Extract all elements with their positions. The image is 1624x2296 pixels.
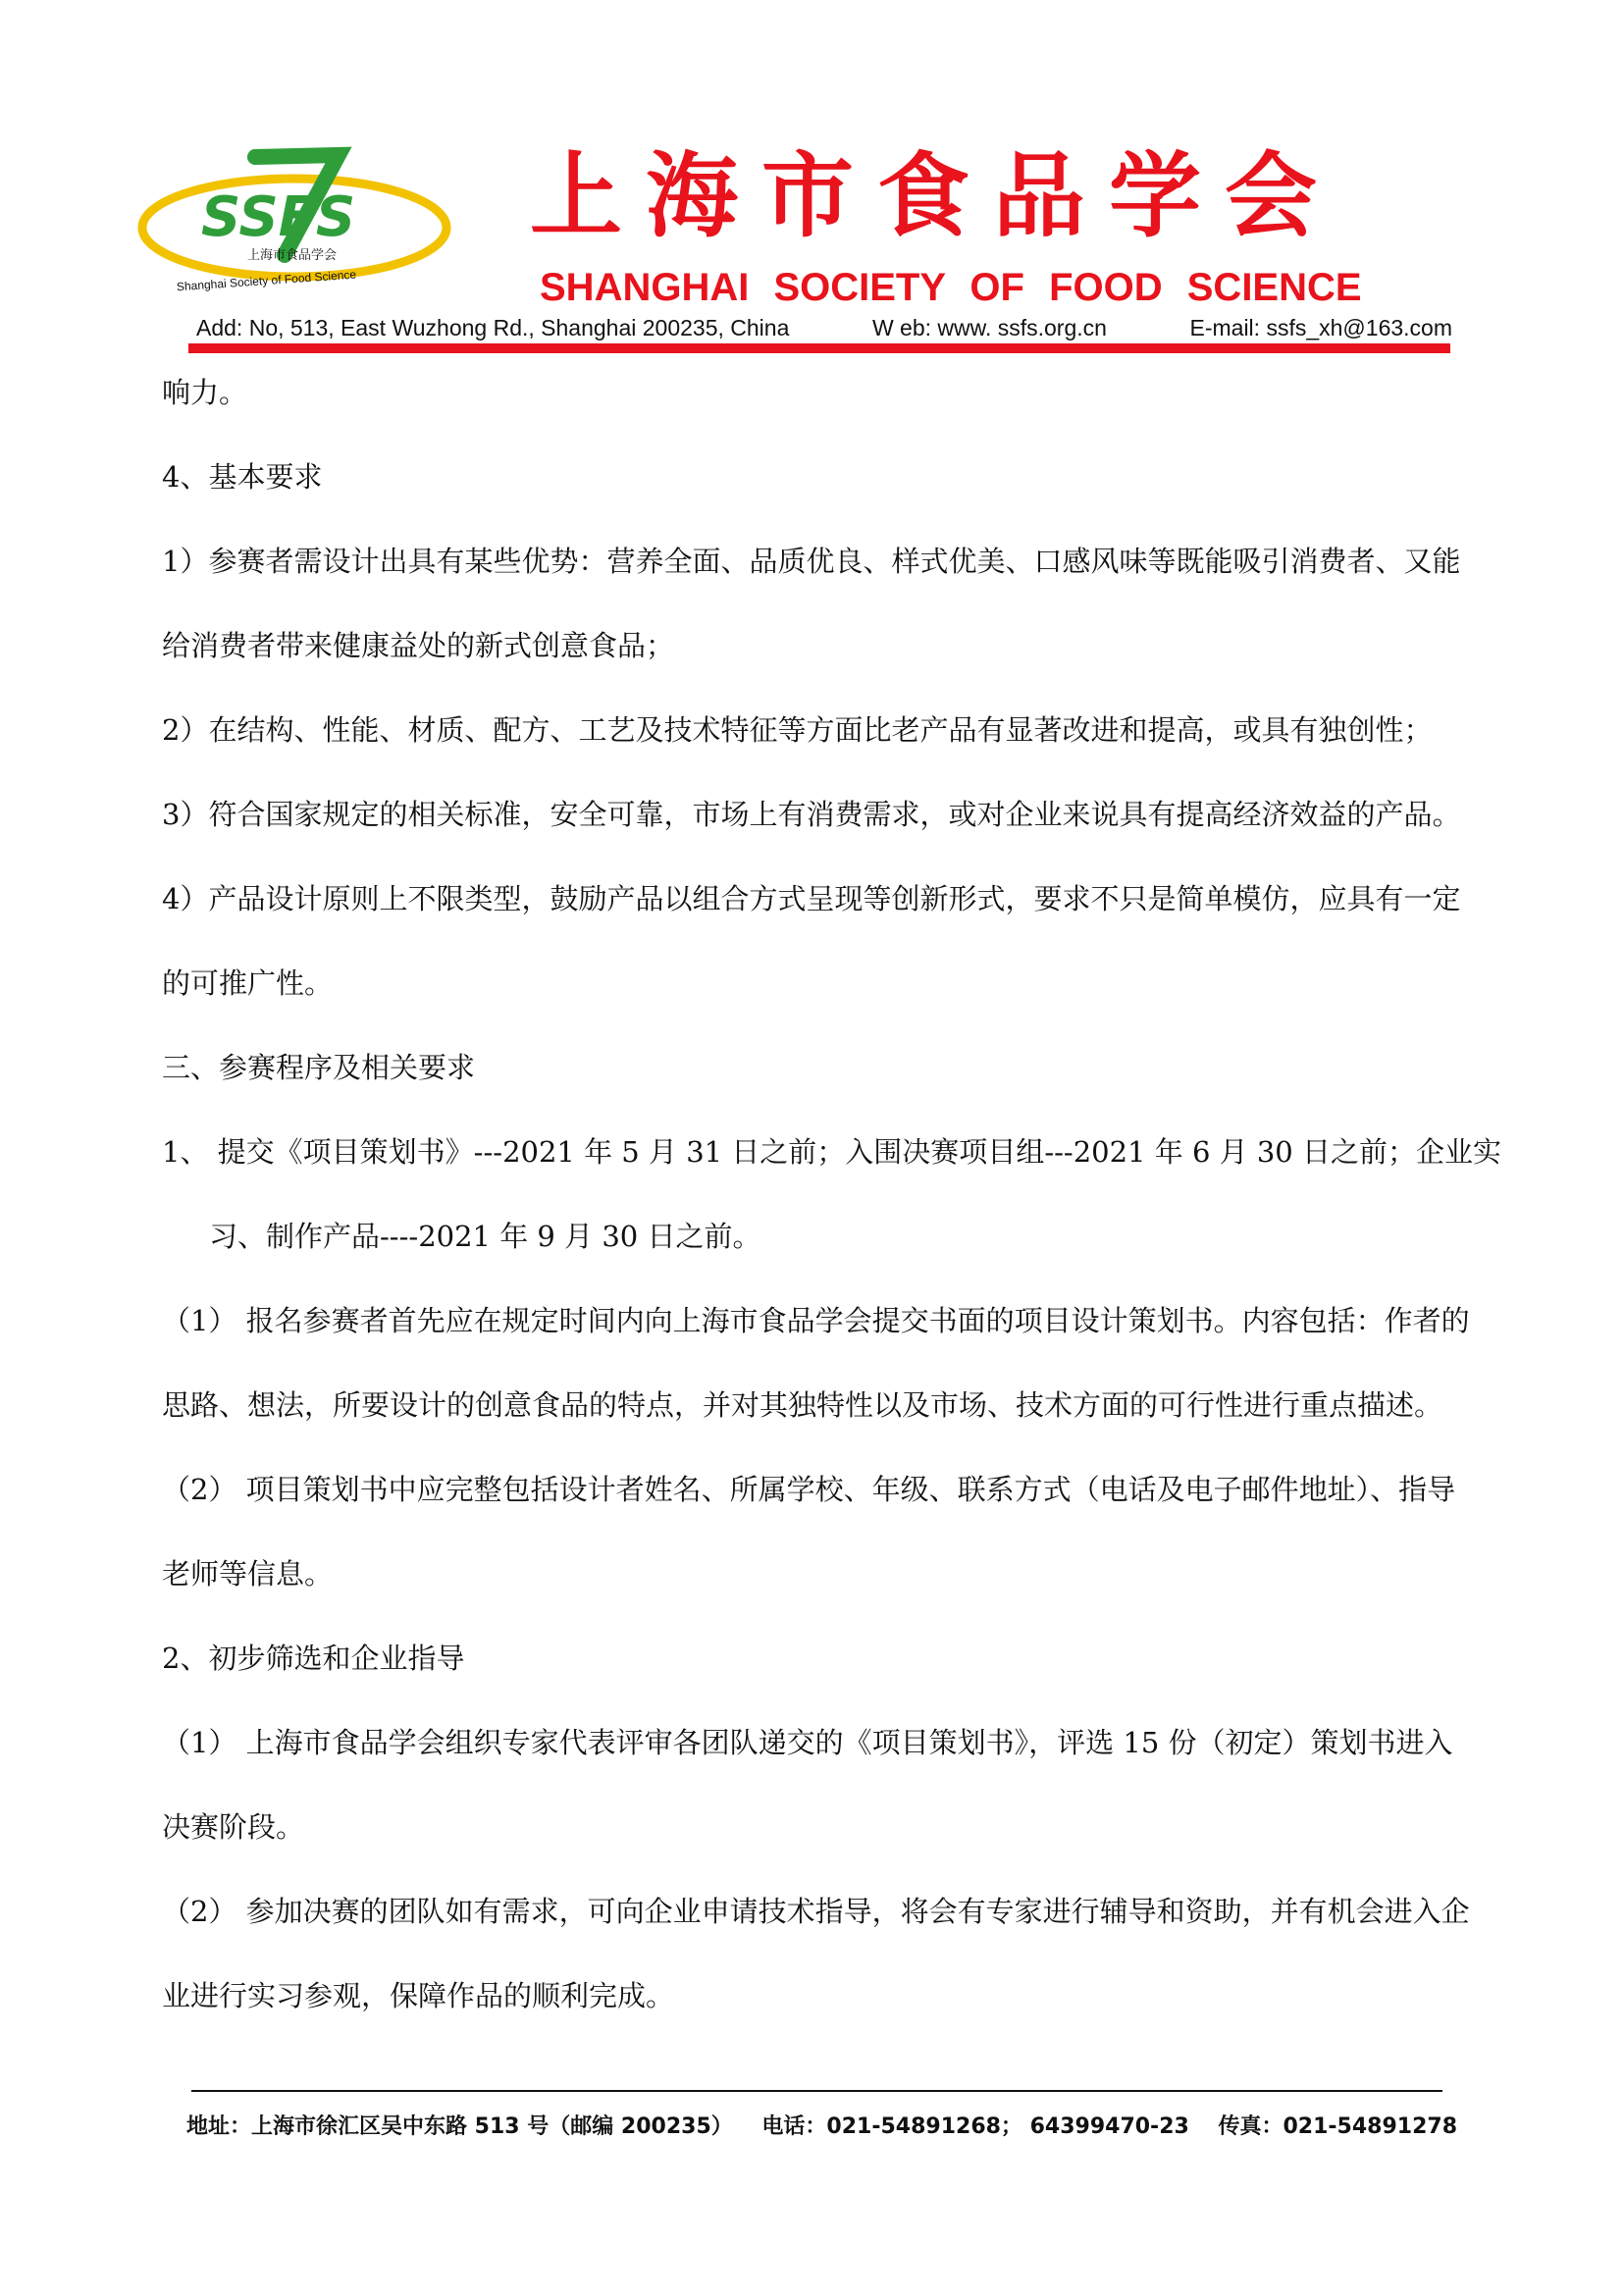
body-line: 的可推广性。 — [162, 966, 334, 1000]
letterhead-divider — [188, 343, 1450, 353]
body-line: 习、制作产品----2021 年 9 月 30 日之前。 — [209, 1220, 761, 1253]
logo-cn-text: 上海市食品学会 — [247, 248, 338, 263]
body-line: （1） 上海市食品学会组织专家代表评审各团队递交的《项目策划书》，评选 15 份（初定）策划书进入 — [162, 1726, 1453, 1759]
footer — [186, 2110, 1457, 2145]
section-heading: 三、参赛程序及相关要求 — [162, 1051, 476, 1084]
letterhead-contact-line — [196, 312, 1452, 343]
body-line: 1、 提交《项目策划书》---2021 年 5 月 31 日之前；入围决赛项目组---2021 年 6 月 30 日之前；企业实 — [162, 1135, 1501, 1169]
ssfs-logo — [137, 137, 461, 294]
body-line: 思路、想法，所要设计的创意食品的特点，并对其独特性以及市场、技术方面的可行性进行重点描述。 — [162, 1388, 1443, 1422]
letterhead-web: W eb: www. ssfs.org.cn — [871, 315, 1107, 340]
section-heading: 4、基本要求 — [162, 460, 323, 494]
section-heading: 2、初步筛选和企业指导 — [162, 1642, 465, 1675]
body-line: 2）在结构、性能、材质、配方、工艺及技术特征等方面比老产品有显著改进和提高，或具有独创性； — [162, 713, 1433, 747]
footer-fax: 传真：021-54891278 — [1218, 2114, 1457, 2139]
org-name-en: SHANGHAI SOCIETY OF FOOD SCIENCE — [540, 266, 1362, 309]
body-line: （2） 参加决赛的团队如有需求，可向企业申请技术指导，将会有专家进行辅导和资助，并有机会进入企 — [162, 1895, 1470, 1928]
logo-en-text: Shanghai Society of Food Science — [176, 267, 357, 294]
body-line: （2） 项目策划书中应完整包括设计者姓名、所属学校、年级、联系方式（电话及电子邮件地址）、指导 — [162, 1473, 1456, 1506]
footer-phone: 电话：021-54891268； 64399470-23 — [761, 2114, 1189, 2139]
logo-graphic — [137, 137, 461, 294]
body-line: 决赛阶段。 — [162, 1810, 305, 1844]
body-line: 业进行实习参观，保障作品的顺利完成。 — [162, 1979, 675, 2012]
footer-address: 地址：上海市徐汇区吴中东路 513 号（邮编 200235） — [186, 2114, 733, 2139]
body-line: 老师等信息。 — [162, 1557, 334, 1591]
body-line: （1） 报名参赛者首先应在规定时间内向上海市食品学会提交书面的项目设计策划书。内容包括：作者的 — [162, 1304, 1470, 1337]
org-name-cn: 上海市食品学会 — [530, 142, 1341, 250]
body-line: 3）符合国家规定的相关标准，安全可靠，市场上有消费需求，或对企业来说具有提高经济效益的产品。 — [162, 798, 1461, 831]
body-line: 4）产品设计原则上不限类型，鼓励产品以组合方式呈现等创新形式，要求不只是简单模仿，应具有一定 — [162, 882, 1461, 915]
body-line: 1）参赛者需设计出具有某些优势：营养全面、品质优良、样式优美、口感风味等既能吸引消费者、又能 — [162, 545, 1461, 578]
letterhead-email: E-mail: ssfs_xh@163.com — [1189, 315, 1452, 340]
logo-mark-text: SSFS — [201, 185, 356, 249]
body-line: 给消费者带来健康益处的新式创意食品； — [162, 629, 675, 662]
footer-divider — [191, 2090, 1442, 2092]
letterhead-address: Add: No, 513, East Wuzhong Rd., Shanghai 200235, China — [196, 315, 790, 340]
body-line: 响力。 — [162, 376, 248, 409]
